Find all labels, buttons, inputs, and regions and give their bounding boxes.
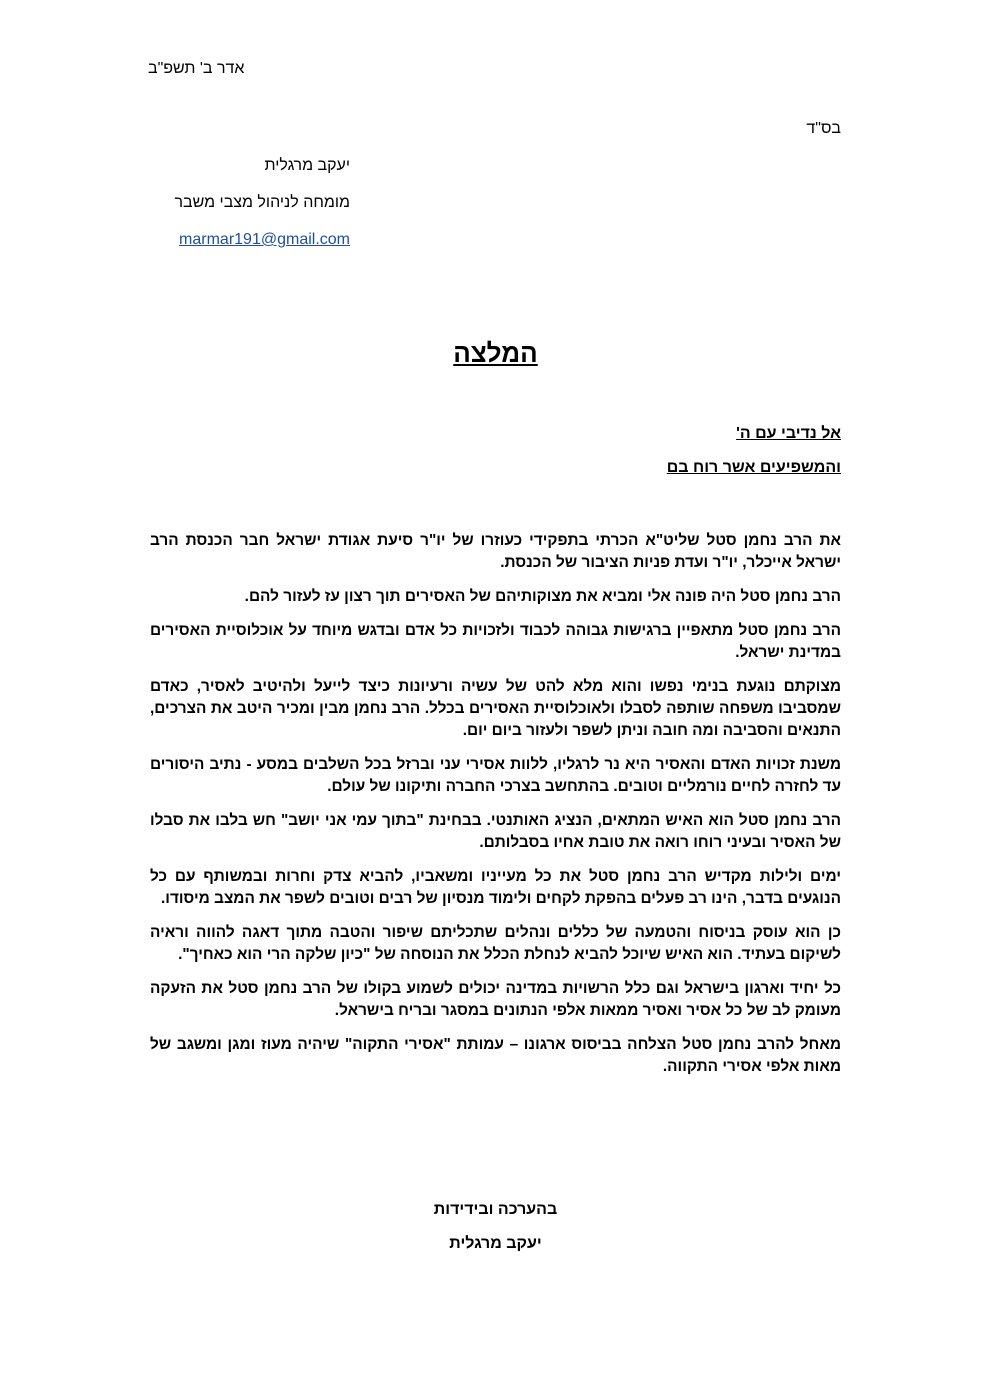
paragraph: כן הוא עוסק בניסוח והטמעה של כללים ונהלים שתכליתם שיפור והטבה מתוך דאגה להווה וראיה לשיקום בעתיד. הוא האיש שיוכל להביא לנחלת הכלל את הנוסחה של "כיון שלקה הרי הוא כאחיך". xyxy=(150,924,841,963)
closing-salutation: בהערכה ובידידות xyxy=(433,1201,558,1218)
paragraph: הרב נחמן סטל מתאפיין ברגישות גבוהה לכבוד ולזכויות כל אדם ובדגש מיוחד על אוכלוסיית האסירים במדינת ישראל. xyxy=(150,622,841,661)
paragraph: ימים ולילות מקדיש הרב נחמן סטל את כל מעייניו ומשאביו, להביא צדק וחרות ובמשותף עם כל הנוגעים בדבר, הינו רב פעלים בהפקת לקחים ולימוד מנסיון של רבים וטובים לשפר את המצב מיסודו. xyxy=(150,868,841,907)
paragraph: כל יחיד וארגון בישראל וגם כלל הרשויות במדינה יכולים לשמוע בקולו של הרב נחמן סטל את הזעקה מעומק לב של כל אסיר ואסיר ממאות אלפי הנתונים במסגר ובריח בישראל. xyxy=(150,980,841,1019)
paragraph: מצוקתם נוגעת בנימי נפשו והוא מלא להט של עשיה ורעיונות כיצד לייעל ולהיטיב לאסיר, כאדם שמסביבו משפחה שותפה לסבלו ולאוכלוסיית האסירים בכלל. הרב נחמן מבין ומכיר היטב את הצרכים, התנאים והסביבה ומה חובה וניתן לשפר ולעזור ביום יום. xyxy=(150,678,841,739)
closing-block xyxy=(0,1199,991,1267)
paragraph: הרב נחמן סטל היה פונה אלי ומביא את מצוקותיהם של האסירים תוך רצון עז לעזור להם. xyxy=(244,588,841,605)
letter-body xyxy=(150,530,841,1090)
sender-name: יעקב מרגלית xyxy=(264,157,350,174)
paragraph: הרב נחמן סטל הוא האיש המתאים, הנציג האותנטי. בבחינת "בתוך עמי אני יושב" חש בלבו את סבלו של האסיר ובעיני רוחו רואה את טובת אחיו בסבלותם. xyxy=(150,812,841,851)
paragraph: את הרב נחמן סטל שליט"א הכרתי בתפקידי כעוזרו של יו"ר סיעת אגודת ישראל חבר הכנסת הרב ישראל אייכלר, יו"ר ועדת פניות הציבור של הכנסת. xyxy=(150,532,841,571)
sender-block xyxy=(150,155,350,266)
greeting-line-2: והמשפיעים אשר רוח בם xyxy=(666,459,841,476)
sender-title: מומחה לניהול מצבי משבר xyxy=(174,194,350,211)
greeting-block xyxy=(667,423,841,491)
paragraph: מאחל להרב נחמן סטל הצלחה בביסוס ארגונו – עמותת "אסירי התקוה" שיהיה מעוז ומגן ומשגב של מאות אלפי אסירי התקווה. xyxy=(150,1036,841,1075)
paragraph: משנת זכויות האדם והאסיר היא נר לרגליו, ללוות אסירי עני וברזל בכל השלבים במסע - נתיב היסורים עד לחזרה לחיים נורמליים וטובים. בהתחשב בצרכי החברה ותיקונו של עולם. xyxy=(150,756,841,795)
sender-email-link[interactable]: marmar191@gmail.com xyxy=(179,231,350,248)
hebrew-date: אדר ב' תשפ"ב xyxy=(148,60,245,77)
document-title: המלצה xyxy=(453,338,538,368)
signature-name: יעקב מרגלית xyxy=(449,1235,542,1252)
greeting-line-1: אל נדיבי עם ה' xyxy=(736,425,841,442)
bsd-mark: בס"ד xyxy=(806,120,841,137)
